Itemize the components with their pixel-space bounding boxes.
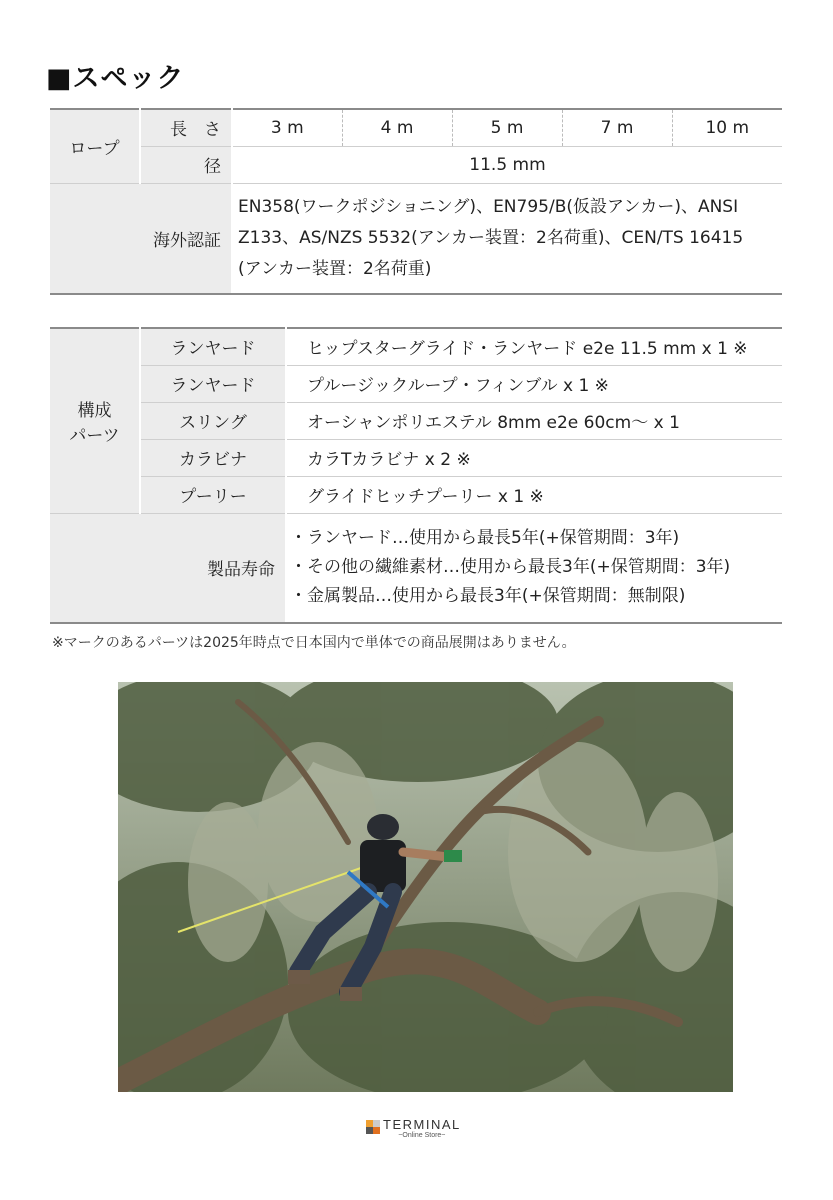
- rope-category: ロープ: [50, 109, 140, 183]
- logo-text: TERMINAL: [383, 1117, 461, 1132]
- life-line: ・その他の繊維素材…使用から最長3年(+保管期間：3年): [290, 557, 731, 578]
- length-4m: 4 m: [342, 109, 452, 146]
- length-7m: 7 m: [562, 109, 672, 146]
- part-value: グライドヒッチプーリー x 1 ※: [286, 476, 782, 513]
- part-name: スリング: [140, 402, 286, 439]
- length-label: 長 さ: [140, 109, 232, 146]
- terminal-logo: [366, 1118, 461, 1140]
- section-title: ■スペック: [46, 63, 185, 94]
- part-name: ランヤード: [140, 365, 286, 402]
- cert-line: Z133、AS/NZS 5532(アンカー装置：2名荷重)、CEN/TS 16415: [238, 227, 744, 248]
- part-value: オーシャンポリエステル 8mm e2e 60cm〜 x 1: [286, 402, 782, 439]
- logo-subtext: ~Online Store~: [398, 1132, 446, 1139]
- part-name: カラビナ: [140, 439, 286, 476]
- parts-spec-table: [50, 327, 782, 624]
- tree-climber-photo: [118, 682, 733, 1092]
- length-3m: 3 m: [232, 109, 342, 146]
- part-name: プーリー: [140, 476, 286, 513]
- part-value: ヒップスターグライド・ランヤード e2e 11.5 mm x 1 ※: [286, 328, 782, 365]
- life-label: 製品寿命: [140, 513, 286, 623]
- diameter-value: 11.5 mm: [232, 146, 782, 183]
- life-line: ・ランヤード…使用から最長5年(+保管期間：3年): [290, 528, 680, 549]
- parts-category: 構成 パーツ: [50, 328, 140, 513]
- diameter-label: 径: [140, 146, 232, 183]
- length-10m: 10 m: [672, 109, 782, 146]
- life-line: ・金属製品…使用から最長3年(+保管期間：無制限): [290, 586, 686, 607]
- part-value: プルージックループ・フィンブル x 1 ※: [286, 365, 782, 402]
- part-value: カラTカラビナ x 2 ※: [286, 439, 782, 476]
- certification-value: [232, 183, 782, 294]
- logo-mark-icon: [366, 1120, 380, 1134]
- part-name: ランヤード: [140, 328, 286, 365]
- life-value: [286, 513, 782, 623]
- footnote: ※マークのあるパーツは2025年時点で日本国内で単体での商品展開はありません。: [52, 635, 576, 651]
- cert-line: (アンカー装置：2名荷重): [238, 258, 432, 279]
- cert-line: EN358(ワークポジショニング)、EN795/B(仮設アンカー)、ANSI: [238, 196, 739, 217]
- rope-spec-table: [50, 108, 782, 295]
- length-5m: 5 m: [452, 109, 562, 146]
- certification-label: 海外認証: [140, 183, 232, 294]
